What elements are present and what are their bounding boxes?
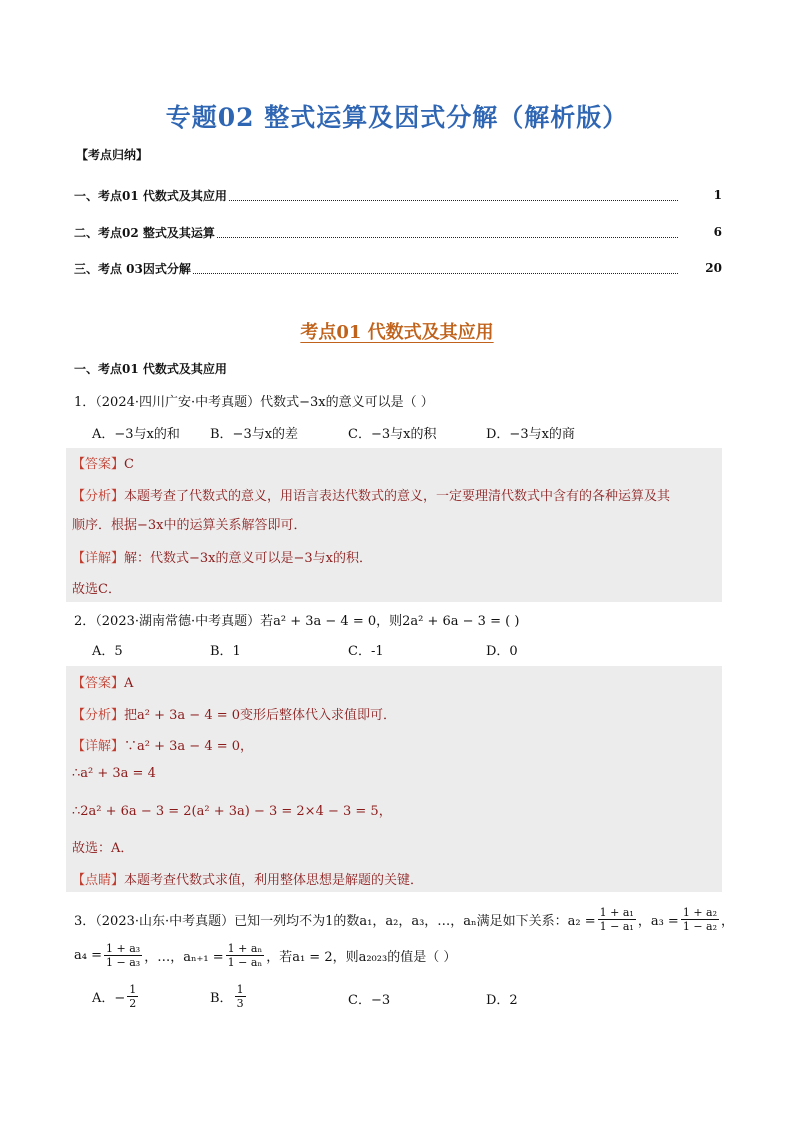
toc-label: 一、考点01 代数式及其应用 bbox=[74, 188, 227, 203]
denominator: 2 bbox=[129, 997, 137, 1010]
q1-answer-line bbox=[72, 453, 134, 472]
q3-option-d: D．2 bbox=[486, 993, 518, 1008]
analysis-text: 本题考查了代数式的意义，用语言表达代数式的意义，一定要理清代数式中含有的各种运算及其 bbox=[124, 489, 671, 504]
analysis-label: 【分析】 bbox=[72, 489, 125, 504]
answer-label: 【答案】 bbox=[72, 457, 125, 472]
denominator: 1 − aₙ bbox=[227, 956, 263, 969]
q3-fraction-a4 bbox=[104, 942, 142, 969]
detail-label: 【详解】 bbox=[72, 551, 125, 566]
q2-step-2: ∴2a² + 6a − 3 = 2(a² + 3a) − 3 = 2×4 − 3 = 5， bbox=[72, 804, 392, 819]
detail-text: 解：代数式−3x的意义可以是−3与x的积． bbox=[124, 551, 373, 566]
numerator: 1 + a₁ bbox=[599, 906, 634, 919]
denominator: 1 − a₃ bbox=[106, 956, 141, 969]
q3-fraction-an1 bbox=[226, 942, 265, 969]
numerator: 1 + a₃ bbox=[106, 942, 141, 955]
toc-page: 1 bbox=[713, 188, 722, 202]
denominator: 3 bbox=[236, 997, 244, 1010]
q3-fraction-a2 bbox=[598, 906, 636, 933]
q1-analysis-line-2: 顺序．根据−3x中的运算关系解答即可． bbox=[72, 518, 307, 533]
toc-page: 6 bbox=[713, 225, 722, 239]
toc-heading: 【考点归纳】 bbox=[76, 148, 149, 162]
q3-option-b bbox=[210, 983, 248, 1010]
q2-option-a: A．5 bbox=[92, 644, 123, 659]
numerator: 1 + aₙ bbox=[227, 942, 263, 955]
q2-solution-box bbox=[66, 666, 722, 892]
q1-conclusion: 故选C． bbox=[72, 582, 121, 597]
detail-text: ∵a² + 3a − 4 = 0， bbox=[124, 739, 254, 754]
answer-value: A bbox=[124, 676, 134, 691]
q1-detail-line bbox=[72, 547, 372, 566]
detail-label: 【详解】 bbox=[72, 739, 125, 754]
q2-analysis-line bbox=[72, 704, 396, 723]
q3-option-c: C．−3 bbox=[348, 993, 391, 1008]
q3-stem-text-2: ，a₃ = bbox=[637, 914, 679, 929]
q1-option-d: D．−3与x的商 bbox=[486, 427, 575, 442]
toc-leader bbox=[217, 227, 678, 238]
option-fraction bbox=[127, 983, 138, 1010]
q2-answer-line bbox=[72, 672, 133, 691]
comment-text: 本题考查代数式求值，利用整体思想是解题的关键． bbox=[124, 873, 424, 888]
analysis-text: 把a² + 3a − 4 = 0变形后整体代入求值即可． bbox=[124, 708, 397, 723]
toc-label: 二、考点02 整式及其运算 bbox=[74, 225, 215, 240]
q2-option-c: C．-1 bbox=[348, 644, 384, 659]
q3-line2-text-c: ，若a₁ = 2，则a₂₀₂₃的值是（ ） bbox=[266, 950, 457, 965]
toc-entry-3[interactable] bbox=[74, 259, 722, 277]
q2-option-d: D．0 bbox=[486, 644, 518, 659]
denominator: 1 − a₂ bbox=[682, 920, 718, 933]
q2-conclusion: 故选：A． bbox=[72, 841, 134, 856]
q3-stem-line-2 bbox=[74, 942, 456, 969]
denominator: 1 − a₁ bbox=[599, 920, 634, 933]
q3-fraction-a3 bbox=[681, 906, 719, 933]
subsection-heading: 一、考点01 代数式及其应用 bbox=[74, 362, 227, 376]
q3-option-a bbox=[92, 983, 140, 1010]
option-fraction bbox=[235, 983, 246, 1010]
q3-stem-text: 3．（2023·山东·中考真题）已知一列均不为1的数a₁，a₂，a₃，…，aₙ满足如下关系：a₂ = bbox=[74, 914, 596, 929]
toc-label: 三、考点 03因式分解 bbox=[74, 261, 191, 276]
toc-entry-2[interactable] bbox=[74, 223, 722, 241]
q2-detail-line bbox=[72, 735, 253, 754]
q3-stem-line-1: 3．（2023·山东·中考真题）已知一列均不为1的数a₁，a₂，a₃，…，aₙ满足如下关系：a₂ = $\frac{\text{1 + a₁}}{\text{1 − a₁}}$ ，a₃ = $\frac{\text{1 + a₂}}{\text{1 − a₂}}$ ， bbox=[74, 906, 735, 933]
q2-stem: 2．（2023·湖南常德·中考真题）若a² + 3a − 4 = 0，则2a² + 6a − 3 = ( ) bbox=[74, 614, 520, 629]
q3-line2-text-a: a₄ = bbox=[74, 948, 102, 963]
toc-leader bbox=[193, 263, 678, 274]
analysis-label: 【分析】 bbox=[72, 708, 125, 723]
page-title: 专题02 整式运算及因式分解（解析版） bbox=[165, 103, 629, 132]
option-prefix: A．− bbox=[92, 991, 126, 1006]
toc-page: 20 bbox=[705, 261, 722, 275]
toc-leader bbox=[229, 190, 678, 201]
q1-stem: 1．（2024·四川广安·中考真题）代数式−3x的意义可以是（ ） bbox=[74, 395, 434, 410]
numerator: 1 + a₂ bbox=[682, 906, 718, 919]
q1-option-b: B．−3与x的差 bbox=[210, 427, 299, 442]
q3-line2-text-b: ，…，aₙ₊₁ = bbox=[144, 950, 224, 965]
section-title: 考点01 代数式及其应用 bbox=[300, 322, 494, 343]
numerator: 1 bbox=[129, 983, 137, 996]
answer-label: 【答案】 bbox=[72, 676, 125, 691]
comment-label: 【点睛】 bbox=[72, 873, 125, 888]
q2-option-b: B．1 bbox=[210, 644, 241, 659]
numerator: 1 bbox=[236, 983, 244, 996]
q1-option-c: C．−3与x的积 bbox=[348, 427, 437, 442]
answer-value: C bbox=[124, 457, 134, 472]
q2-step-1: ∴a² + 3a = 4 bbox=[72, 766, 156, 781]
option-prefix: B． bbox=[210, 991, 233, 1006]
toc-entry-1[interactable] bbox=[74, 186, 722, 204]
q2-comment-line bbox=[72, 869, 423, 888]
q1-analysis-line-1 bbox=[72, 485, 722, 504]
q1-option-a: A．−3与x的和 bbox=[92, 427, 180, 442]
